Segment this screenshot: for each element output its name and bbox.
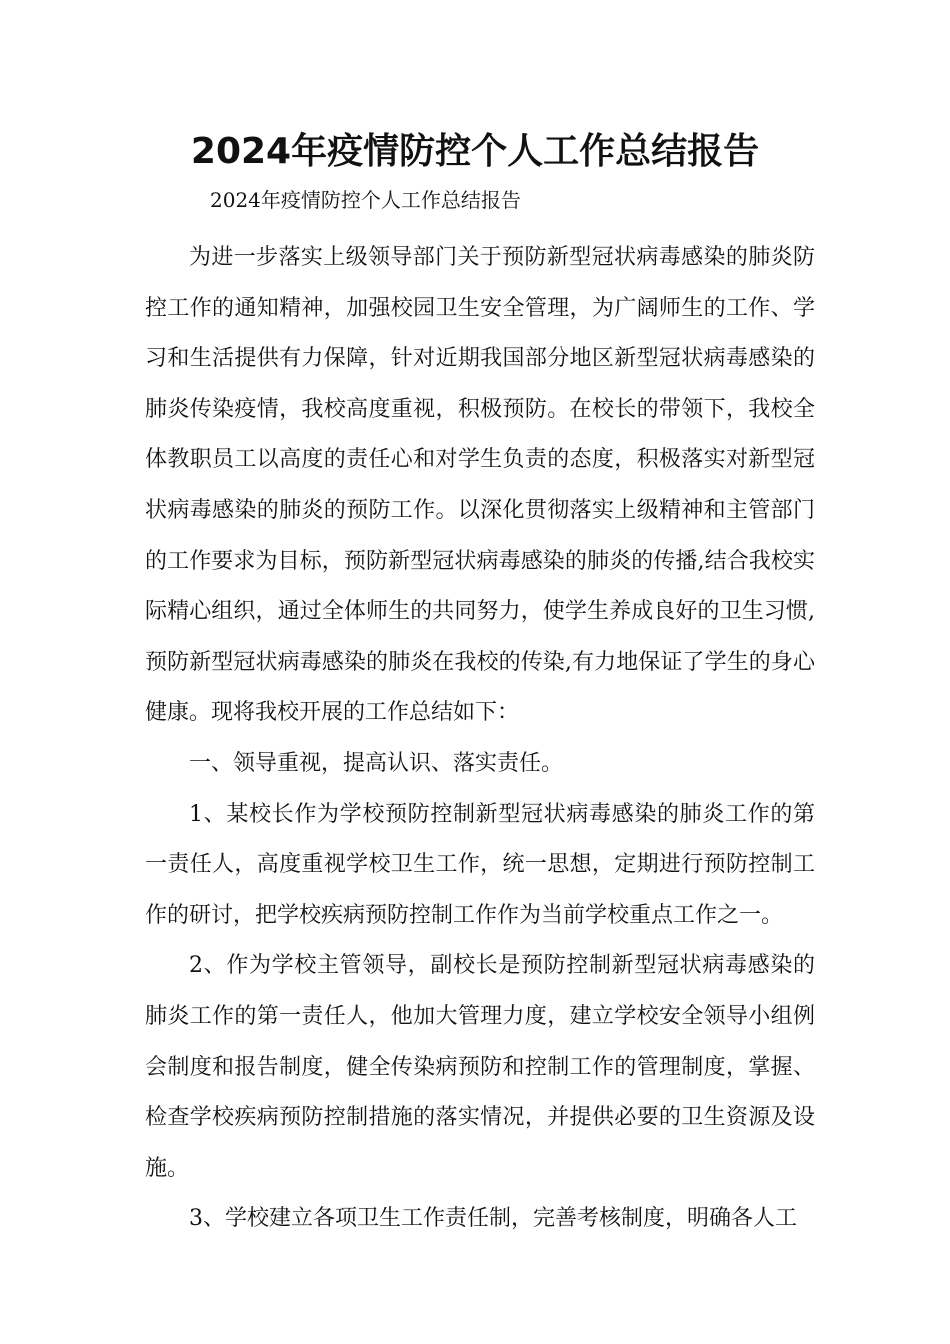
section-heading-1: 一、领导重视，提高认识、落实责任。	[189, 750, 564, 776]
paragraph-item-1: 1、某校长作为学校预防控制新型冠状病毒感染的肺炎工作的第一责任人，高度重视学校卫生工作，统一思想，定期进行预防控制工作的研讨，把学校疾病预防控制工作作为当前学校重点工作之一。	[145, 801, 815, 928]
document-title: 2024年疫情防控个人工作总结报告	[190, 131, 760, 172]
document-subtitle: 2024年疫情防控个人工作总结报告	[210, 188, 521, 212]
paragraph-item-2: 2、作为学校主管领导，副校长是预防控制新型冠状病毒感染的肺炎工作的第一责任人，他加大管理力度，建立学校安全领导小组例会制度和报告制度，健全传染病预防和控制工作的管理制度，掌握、检查学校疾病预防控制措施的落实情况，并提供必要的卫生资源及设施。	[145, 953, 815, 1181]
paragraph-item-3: 3、学校建立各项卫生工作责任制，完善考核制度，明确各人工	[189, 1206, 797, 1232]
paragraph-intro: 为进一步落实上级领导部门关于预防新型冠状病毒感染的肺炎防控工作的通知精神，加强校园卫生安全管理，为广阔师生的工作、学习和生活提供有力保障，针对近期我国部分地区新型冠状病毒感染的肺炎传染疫情，我校高度重视，积极预防。在校长的带领下，我校全体教职员工以高度的责任心和对学生负责的态度，积极落实对新型冠状病毒感染的肺炎的预防工作。以深化贯彻落实上级精神和主管部门的工作要求为目标，预防新型冠状病毒感染的肺炎的传播,结合我校实际精心组织，通过全体师生的共同努力，使学生养成良好的卫生习惯,预防新型冠状病毒感染的肺炎在我校的传染,有力地保证了学生的身心健康。现将我校开展的工作总结如下：	[145, 245, 815, 726]
document-body	[145, 233, 815, 1245]
